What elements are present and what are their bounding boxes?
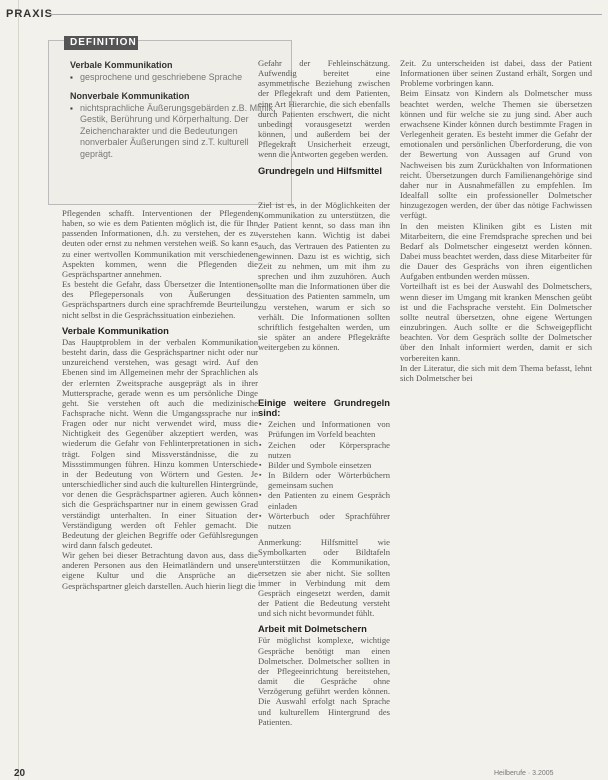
text-column-2-bottom bbox=[258, 392, 390, 727]
paragraph: Es besteht die Gefahr, dass Übersetzer die Intentionen des Pflegepersonals von Äußerungen des Gesprächspartners durch eine sprachfremde Beurteilung nicht selbst in die Gesprächssituation einbeziehen. bbox=[62, 279, 258, 320]
paragraph: Zeit. Zu unterscheiden ist dabei, dass der Patient Informationen über seinen Zustand erhält, Sorgen und Probleme vorbringen kann. bbox=[400, 58, 592, 89]
text-column-2-top bbox=[258, 58, 390, 177]
paragraph: Ziel ist es, in der Möglichkeiten der Kommunikation zu unterstützen, die der Patient kennt, so dass man ihn verstehen kann. Wichtig ist dabei auch, das Vertrauen des Patienten zu gewinnen. Dazu ist es wichtig, sich Zeit zu nehmen, um mit ihm zu sprechen und ihm zuzuhören. Auch sollte man die Informationen über die Situation des Patienten sammeln, um zu verstehen, warum er sich so verhält. Die Informationen sollten schriftlich festgehalten werden, um sie später an andere Pflegekräfte weitergeben zu können. bbox=[258, 200, 390, 353]
section-heading: Grundregeln und Hilfsmittel bbox=[258, 164, 382, 176]
text-column-1 bbox=[62, 208, 258, 591]
publication-info: Heilberufe · 3.2005 bbox=[494, 770, 554, 777]
text-column-2 bbox=[258, 200, 390, 352]
section-label: PRAXIS bbox=[6, 8, 53, 20]
paragraph: Gefahr der Fehleinschätzung. Aufwendig bereitet eine asymmetrische Beziehung zwischen der Pflegekraft und dem Patienten, eine Art Hierarchie, die sich ebenfalls durch Patienten erschwert, die nicht unbedingt vorausgesetzt werden können, und außerdem bei der Pflegekraft Unsicherheit erzeugt, wenn die Antworten gegeben werden. bbox=[258, 58, 390, 160]
section-heading: Verbale Kommunikation bbox=[62, 324, 169, 336]
list-item: ▪ Wörterbuch oder Sprachführer nutzen bbox=[268, 511, 390, 531]
text-column-3 bbox=[400, 58, 592, 383]
list-item: ▪ Zeichen oder Körpersprache nutzen bbox=[268, 440, 390, 460]
definition-term-nonverbal: Nonverbale Kommunikation bbox=[70, 91, 190, 101]
page-header bbox=[0, 0, 608, 28]
page-fold-shadow bbox=[18, 0, 19, 780]
list-item: ▪ Zeichen und Informationen von Prüfungen im Vorfeld beachten bbox=[268, 419, 390, 439]
paragraph: In den meisten Kliniken gibt es Listen mit Mitarbeitern, die eine Fremdsprache sprechen und bei Bedarf als Dolmetscher eingesetzt werden können. Dabei muss beachtet werden, dass diese Mitarbeiter für die Dauer des Gesprächs von ihren eigentlichen Aufgaben entbunden werden müssen. bbox=[400, 220, 592, 282]
paragraph: Vorteilhaft ist es bei der Auswahl des Dolmetschers, wenn dieser im Umgang mit kranken Menschen geübt ist und die Fachsprache versteht. Ein Dolmetscher sollte neutral übersetzen, ohne eigene Wertungen einzubringen. Auch sollte er die Schweigepflicht beachten. Vor dem Gespräch sollte der Dolmetscher über den Inhalt informiert werden, damit er sich vorbereiten kann. bbox=[400, 281, 592, 363]
rules-list bbox=[258, 419, 390, 531]
paragraph: Wir gehen bei dieser Betrachtung davon aus, dass die anderen Personen aus den Heimatländern und unsere eigene Kultur und die Ansprüche an die Gesprächspartner gleich darstellen. Auch hierin liegt die bbox=[62, 550, 258, 591]
paragraph: Anmerkung: Hilfsmittel wie Symbolkarten oder Bildtafeln unterstützen die Kommunikation, ersetzen sie aber nicht. Sie sollten immer in Verbindung mit dem Gespräch eingesetzt werden, damit der Patient die Bedeutung versteht und sich nicht bevormundet fühlt. bbox=[258, 537, 390, 619]
definition-item: ▪ gesprochene und geschriebene Sprache bbox=[70, 72, 280, 84]
paragraph: Beim Einsatz von Kindern als Dolmetscher muss beachtet werden, welche Themen sie übersetzen können und für welche sie zu jung sind. Aber auch erwachsene Kinder können durch bestimmte Fragen in Verlegenheit geraten. Es besteht immer die Gefahr der emotionalen und persönlichen Überforderung, die von der Bewertung von Aussagen auf Grund von Nachweisen bis zum Zurückhalten von Informationen reicht. Übersetzungen durch Familienangehörige sind daher nur in Ausnahmefällen zu empfehlen. Im Idealfall sollte ein professioneller Dolmetscher hinzugezogen werden, der über das nötige Fachwissen verfügt. bbox=[400, 88, 592, 221]
definition-term-verbal: Verbale Kommunikation bbox=[70, 60, 173, 70]
section-heading: Arbeit mit Dolmetschern bbox=[258, 623, 367, 635]
paragraph: Für möglichst komplexe, wichtige Gespräche benötigt man einen Dolmetscher. Dolmetscher sollten in der Pflegeeinrichtung bereitstehen, damit die Gespräche ohne Verzögerung geführt werden können. Die Auswahl erfolgt nach Sprache und kulturellem Hintergrund des Patienten. bbox=[258, 635, 390, 727]
paragraph: Das Hauptproblem in der verbalen Kommunikation besteht darin, dass die Gesprächspartner nicht oder nur unzureichend verstehen, was gesagt wird. Auf den Ebenen sind im Allgemeinen mehr der Sprachlichen als der erlernten Zweitsprache ausgeprägt als in ihrer Muttersprache, gerade wenn es um persönliche Dinge geht. Sie verstehen oft auch die medizinische Fachsprache nicht. Wenn die Umgangssprache nur in Fragen oder nur nicht verwendet wird, muss die Nichtigkeit des Gegenüber akzeptiert werden, was wiederum die Gefahr von Fehlinterpretationen in sich trägt. Folgen sind Missverständnisse, die zu Missstimmungen führen. Hinzu kommen Unterschiede in der Bedeutung von Wörtern und Gesten. Je unterschiedlicher sind auch die kulturellen Hintergründe, vor denen die Gesprächspartner agieren. Auch können sich die Gesprächspartner nur in einem gewissen Grad verständigt unterhalten. In einer Situation der Verständigung werden oft Fehler gemacht. Die Bedeutung der gleichen Begriffe oder Gefühlsregungen wird dann falsch gedeutet. bbox=[62, 336, 259, 550]
header-rule bbox=[50, 14, 602, 15]
definition-content bbox=[70, 56, 280, 160]
list-item: ▪ den Patienten zu einem Gespräch einladen bbox=[268, 490, 390, 510]
paragraph: In der Literatur, die sich mit dem Thema befasst, lehnt sich Dolmetscher bei bbox=[400, 362, 592, 383]
definition-item: ▪ nichtsprachliche Äußerungsgebärden z.B. Mimik, Gestik, Berührung und Körperhaltung. Der Zeichencharakter und die Bedeutungen nonverbaler Äußerungen sind z.T. kulturell geprägt. bbox=[70, 103, 280, 161]
list-heading: Einige weitere Grundregeln sind: bbox=[258, 397, 390, 419]
list-item: ▪ Bilder und Symbole einsetzen bbox=[268, 460, 390, 470]
paragraph: Pflegenden schafft. Interventionen der Pflegenden haben, so wie es dem Patienten möglich ist, die für Ihn passenden Informationen, d.h. zu verstehen, der es zu deuten oder ernst zu nehmen verstehen weiß. So kann es zu einer wertvollen Kommunikation mit verschiedenen Aspekten kommen, wenn die Pflegenden die Gesprächspartner annehmen. bbox=[62, 208, 258, 279]
page-number: 20 bbox=[14, 768, 26, 779]
list-item: ▪ In Bildern oder Wörterbüchern gemeinsam suchen bbox=[268, 470, 390, 490]
definition-tab: DEFINITION bbox=[64, 36, 138, 50]
